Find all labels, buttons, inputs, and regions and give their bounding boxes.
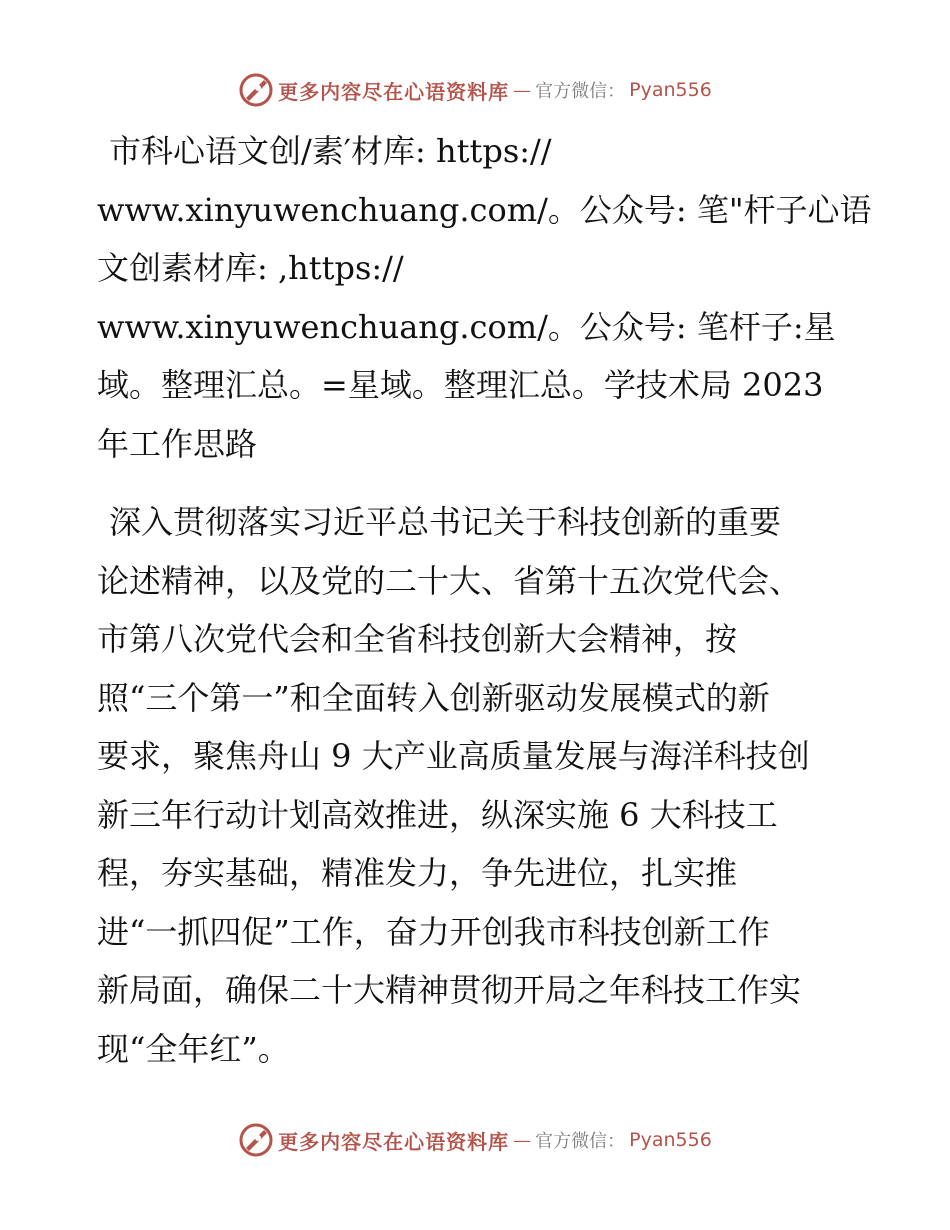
watermark-account: Pyan556 [629, 79, 712, 101]
text-line: www.xinyuwenchuang.com/。公众号: 笔"杆子心语 [97, 190, 872, 229]
document-body [97, 122, 872, 1078]
watermark-main-text: 更多内容尽在心语资料库 [278, 79, 510, 104]
text-line: www.xinyuwenchuang.com/。公众号: 笔杆子:星 [97, 307, 836, 346]
text-line: 市第八次党代会和全省科技创新大会精神，按 [97, 620, 738, 658]
text-line: 照“三个第一”和全面转入创新驱动发展模式的新 [97, 678, 770, 717]
text-line: 文创素材库: ,https:// [97, 249, 404, 287]
footer-watermark [0, 1120, 950, 1160]
header-watermark [0, 70, 950, 110]
watermark-official-label: 官方微信： [535, 81, 626, 102]
watermark-account: Pyan556 [629, 1129, 712, 1151]
text-line: 深入贯彻落实习近平总书记关于科技创新的重要 [109, 503, 782, 541]
pen-logo-icon [238, 72, 274, 108]
text-line: 域。整理汇总。=星域。整理汇总。学技术局 2023 [97, 366, 824, 404]
watermark-official-label: 官方微信： [535, 1131, 626, 1152]
text-line: 论述精神，以及党的二十大、省第十五次党代会、 [97, 561, 802, 600]
text-line: 新局面，确保二十大精神贯彻开局之年科技工作实 [97, 971, 802, 1009]
pen-logo-icon [238, 1122, 274, 1158]
text-line: 进“一抓四促”工作，奋力开创我市科技创新工作 [97, 912, 770, 951]
text-line: 新三年行动计划高效推进，纵深实施 6 大科技工 [97, 795, 778, 834]
text-line: 市科心语文创/素′材库: https:// [109, 132, 552, 170]
text-line: 程，夯实基础，精准发力，争先进位，扎实推 [97, 854, 738, 892]
paragraph-header [97, 122, 872, 473]
text-line: 年工作思路 [97, 424, 258, 463]
text-line: 现“全年红”。 [97, 1029, 290, 1068]
watermark-separator: — [513, 79, 532, 101]
text-line: 要求，聚焦舟山 9 大产业高质量发展与海洋科技创 [97, 737, 810, 775]
watermark-separator: — [513, 1129, 532, 1151]
watermark-main-text: 更多内容尽在心语资料库 [278, 1129, 510, 1154]
paragraph-body [97, 493, 857, 1078]
